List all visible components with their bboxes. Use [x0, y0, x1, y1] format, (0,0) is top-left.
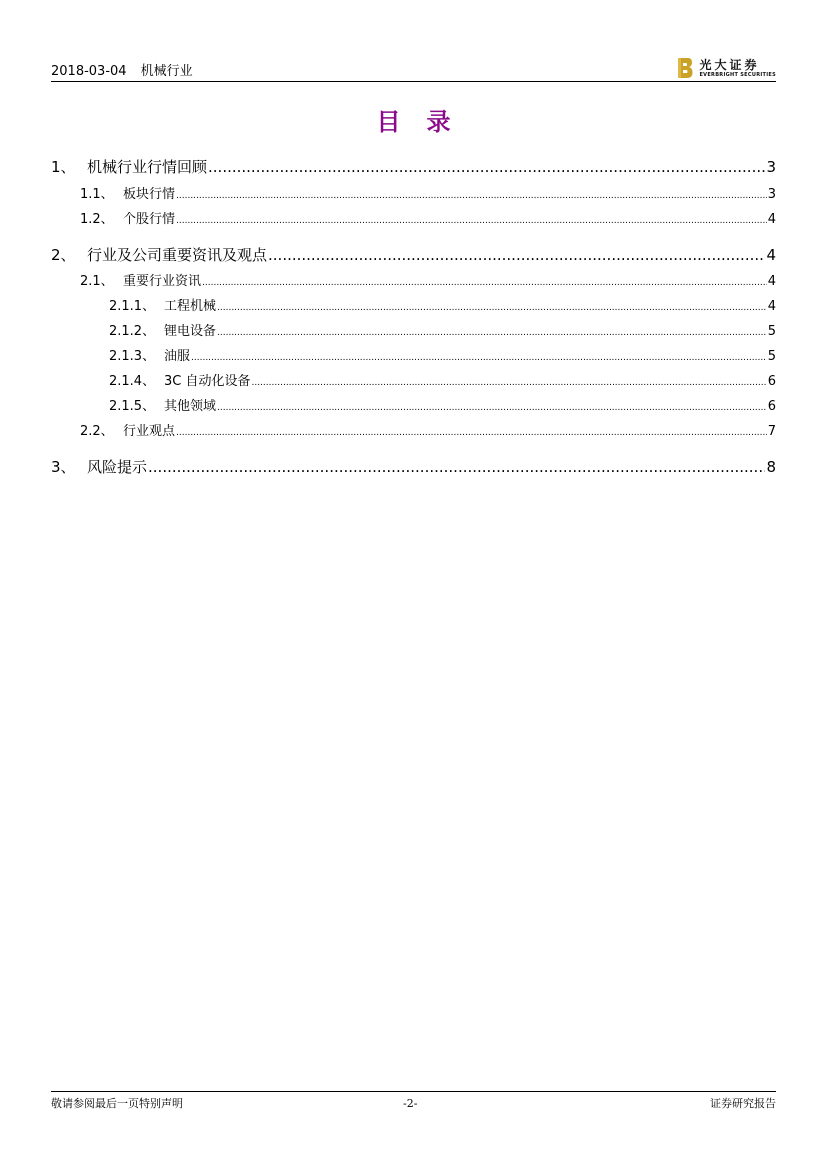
- toc-title-char-1: 目: [376, 107, 401, 136]
- toc-dot-leader: [251, 374, 766, 392]
- toc-entry[interactable]: [51, 457, 776, 477]
- footer-divider: [51, 1091, 776, 1092]
- toc-entry-label: 重要行业资讯: [123, 274, 202, 289]
- toc-entry-number: 2.1.2、: [109, 324, 156, 339]
- toc-entry-page: 7: [767, 424, 776, 439]
- toc-entry[interactable]: [80, 211, 776, 230]
- toc-title: [0, 106, 827, 138]
- everbright-logo-icon: [677, 57, 693, 79]
- toc-entry-label: 锂电设备: [164, 324, 217, 339]
- page-footer: [51, 1096, 776, 1114]
- toc-entry-number: 1、: [51, 158, 76, 176]
- toc-entry-page: 8: [766, 458, 776, 476]
- header-info: [51, 64, 193, 80]
- toc-dot-leader: [191, 349, 767, 367]
- toc-dot-leader: [176, 187, 767, 205]
- toc-entry-page: 4: [767, 212, 776, 227]
- toc-entry-number: 1.1、: [80, 187, 114, 202]
- toc-entry-label: 行业及公司重要资讯及观点: [87, 246, 268, 264]
- toc-entry-page: 5: [767, 324, 776, 339]
- page-number: -2-: [403, 1097, 418, 1110]
- toc-dot-leader: [148, 457, 765, 477]
- toc-dot-leader: [176, 212, 767, 230]
- toc-entry[interactable]: [109, 348, 776, 367]
- logo-text: [699, 58, 776, 79]
- report-date: 2018-03-04: [51, 64, 127, 79]
- logo-en-name: EVERBRIGHT SECURITIES: [699, 71, 776, 78]
- toc-entry-page: 6: [767, 399, 776, 414]
- company-logo: [677, 56, 776, 80]
- toc-entry-number: 3、: [51, 458, 76, 476]
- toc-entry-number: 2.1.1、: [109, 299, 156, 314]
- toc-entry[interactable]: [51, 245, 776, 265]
- toc-entry-label: 工程机械: [164, 299, 217, 314]
- toc-entry-label: 油服: [164, 349, 191, 364]
- toc-dot-leader: [268, 245, 765, 265]
- toc-entry-page: 5: [767, 349, 776, 364]
- toc-entry-number: 2.1、: [80, 274, 114, 289]
- toc-entry-number: 2.1.5、: [109, 399, 156, 414]
- toc-entry-number: 2.1.4、: [109, 374, 156, 389]
- toc-entry[interactable]: [109, 323, 776, 342]
- logo-cn-name: 光大证券: [699, 57, 760, 72]
- toc-entry-label: 机械行业行情回顾: [87, 158, 208, 176]
- toc-entry[interactable]: [80, 186, 776, 205]
- toc-entry-number: 2.1.3、: [109, 349, 156, 364]
- toc-entry[interactable]: [109, 298, 776, 317]
- toc-entry[interactable]: [109, 398, 776, 417]
- toc-dot-leader: [208, 157, 765, 177]
- toc-dot-leader: [217, 299, 767, 317]
- page-header: [51, 56, 776, 82]
- toc-entry-label: 板块行情: [123, 187, 176, 202]
- toc-entry-page: 4: [766, 246, 776, 264]
- toc-entry[interactable]: [51, 157, 776, 177]
- toc-entry-page: 6: [767, 374, 776, 389]
- toc-entry-page: 3: [767, 187, 776, 202]
- toc-entry-page: 4: [767, 299, 776, 314]
- toc-entry-label: 风险提示: [87, 458, 148, 476]
- header-divider: [51, 81, 776, 82]
- toc-dot-leader: [217, 324, 767, 342]
- toc-title-char-2: 录: [426, 107, 451, 136]
- toc-entry-number: 2.2、: [80, 424, 114, 439]
- toc-entry-number: 1.2、: [80, 212, 114, 227]
- toc-entry-page: 4: [767, 274, 776, 289]
- toc-entry[interactable]: [80, 423, 776, 442]
- toc-entry-number: 2、: [51, 246, 76, 264]
- toc-entry-label: 其他领域: [164, 399, 217, 414]
- toc-dot-leader: [217, 399, 767, 417]
- toc-entry-label: 行业观点: [123, 424, 176, 439]
- toc-dot-leader: [176, 424, 767, 442]
- toc-entry-page: 3: [766, 158, 776, 176]
- toc-entry[interactable]: [80, 273, 776, 292]
- toc-entry-label: 3C 自动化设备: [164, 374, 251, 389]
- toc-dot-leader: [202, 274, 767, 292]
- industry-name: 机械行业: [140, 64, 193, 79]
- toc-entry-label: 个股行情: [123, 212, 176, 227]
- footer-disclaimer: 敬请参阅最后一页特别声明: [51, 1097, 183, 1110]
- report-type: 证券研究报告: [710, 1097, 776, 1110]
- toc-entry[interactable]: [109, 373, 776, 392]
